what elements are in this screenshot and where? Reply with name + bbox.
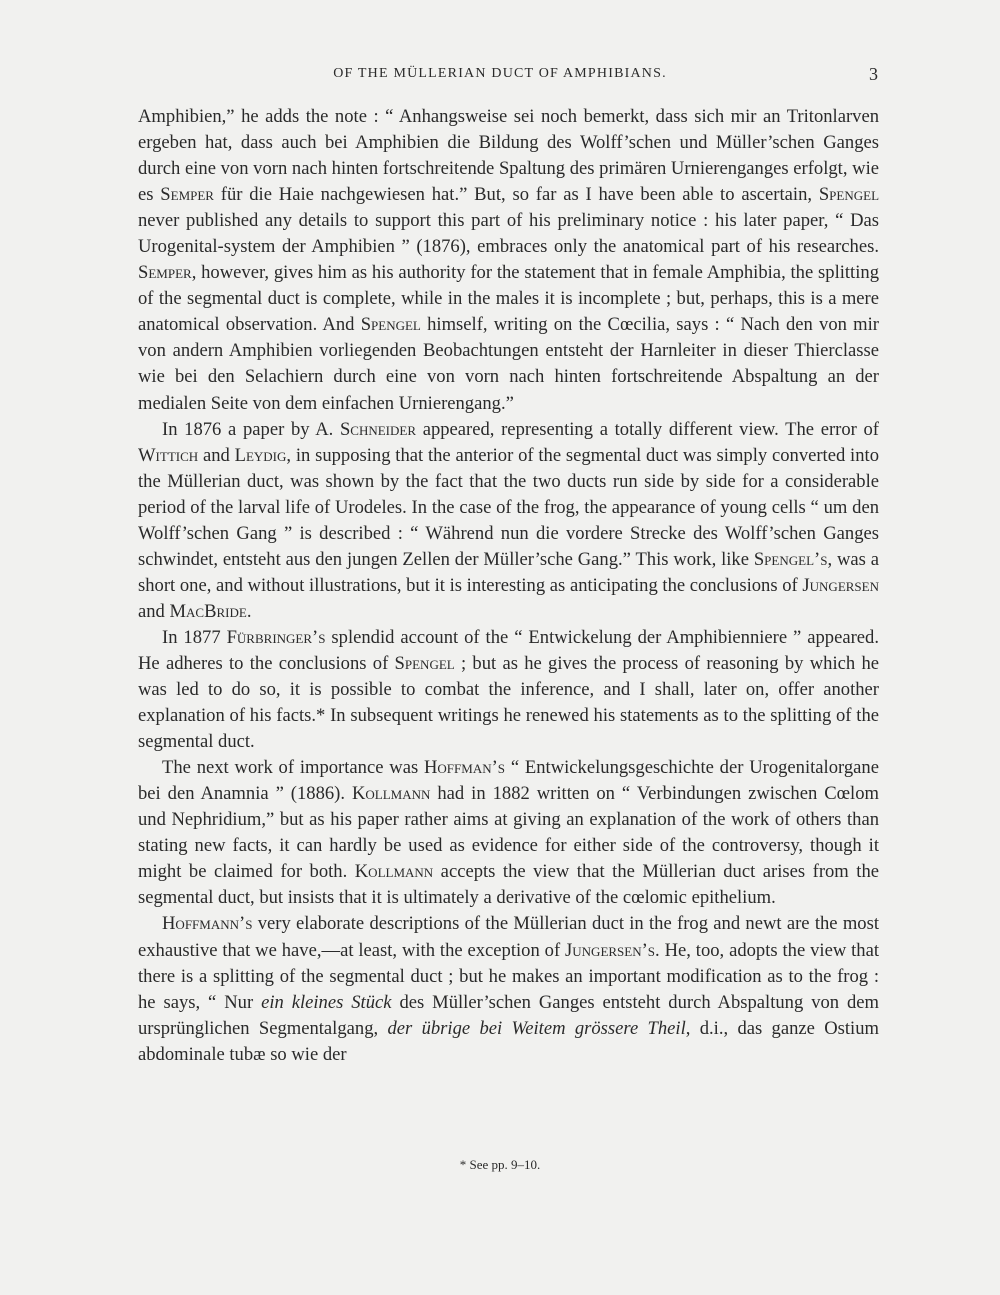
page-number: 3: [869, 64, 878, 84]
paragraph: [138, 104, 879, 417]
author-name: Leydig: [234, 444, 287, 466]
author-name: Wittich: [138, 444, 199, 466]
running-title: OF THE MÜLLERIAN DUCT OF AMPHIBIANS.: [333, 66, 667, 81]
text-run: In 1876 a paper by A.: [162, 418, 340, 440]
text-run: .: [246, 600, 252, 622]
author-name: Spengel: [360, 314, 421, 336]
text-run: appeared, representing a totally different view. The error of: [416, 418, 879, 440]
text-run: . He, too, adopts the view that there is a splitting of the segmental duct ; but he makes an important modification as to the frog : he says, “ Nur: [138, 939, 880, 1013]
text-run: The next work of importance was: [162, 757, 424, 779]
author-name: Fürbringer’s: [226, 626, 326, 648]
text-run: des Müller’schen Ganges entsteht durch Abspaltung von dem ursprünglichen Segmentalgang,: [138, 991, 880, 1039]
text-run: , in supposing that the anterior of the segmental duct was simply converted into the Müllerian duct, was shown by the fact that the two ducts run side by side for a considerable period of the larval life of Urodeles. In the case of the frog, the appearance of young cells “ um den Wolff’schen Gang ” is described : “ Während nun die vordere Strecke des Wolff’schen Ganges schwindet, entsteht aus den jungen Zellen der Müller’sche Gang.” This work, like: [138, 444, 879, 570]
text-run: splendid account of the “ Entwickelung der Amphibienniere ” appeared. He adheres to the conclusions of: [138, 626, 879, 674]
text-run: “ Entwickelungsgeschichte der Urogenitalorgane bei den Anamnia ” (1886).: [138, 757, 879, 805]
author-name: Semper: [138, 262, 192, 284]
author-name: Spengel’s: [753, 548, 828, 570]
text-run: , was a short one, and without illustrations, but it is interesting as anticipating the conclusions of: [138, 548, 879, 596]
text-run: and: [138, 600, 170, 622]
text-run: , however, gives him as his authority for the statement that in female Amphibia, the splitting of the segmental duct is complete, while in the males it is incomplete ; but, perhaps, this is a mere anatomical observation. And: [138, 262, 879, 336]
emphasis: ein kleines Stück: [261, 991, 392, 1013]
paragraph: [138, 417, 879, 625]
text-run: Amphibien,” he adds the note : “ Anhangsweise sei noch bemerkt, dass sich mir an Tritonlarven ergeben hat, dass auch bei Amphibien die Bildung des Wolff’schen und Müller’schen Ganges durch eine von vorn nach hinten fortschreitende Spaltung des primären Urnierenganges erfolgt, wie es: [138, 106, 879, 206]
author-name: Kollmann: [351, 783, 431, 805]
text-run: accepts the view that the Müllerian duct arises from the segmental duct, but insists that it is ultimately a derivative of the cœlomic epithelium.: [138, 861, 879, 909]
author-name: Kollmann: [354, 861, 434, 883]
author-name: Jungersen’s: [565, 939, 656, 961]
author-name: Hoffman’s: [423, 757, 506, 779]
author-name: Semper: [160, 184, 214, 206]
text-run: had in 1882 written on “ Verbindungen zwischen Cœlom und Nephridium,” but as his paper rather aims at giving an explanation of the work of others than stating new facts, it can hardly be used as evidence for either side of the controversy, though it might be claimed for both.: [138, 783, 879, 883]
paragraph: [138, 625, 879, 755]
author-name: Spengel: [394, 652, 455, 674]
text-run: für die Haie nachgewiesen hat.” But, so far as I have been able to ascertain,: [213, 184, 819, 206]
author-name: Schneider: [339, 418, 417, 440]
emphasis: der übrige bei Weitem grössere Theil: [387, 1017, 686, 1039]
footnote: * See pp. 9–10.: [459, 1157, 541, 1172]
author-name: MacBride: [169, 600, 247, 622]
author-name: Spengel: [818, 184, 880, 206]
paragraph: [138, 755, 879, 911]
text-run: and: [198, 444, 235, 466]
text-run: , d.i., das ganze Ostium abdominale tubæ so wie der: [138, 1017, 879, 1065]
body-text: [138, 104, 879, 1068]
author-name: Hoffmann’s: [162, 913, 253, 935]
paragraph: [138, 911, 879, 1067]
text-run: In 1877: [162, 626, 227, 648]
text-run: very elaborate descriptions of the Müllerian duct in the frog and newt are the most exhaustive that we have,—at least, with the exception of: [138, 913, 879, 961]
text-run: ; but as he gives the process of reasoning by which he was led to do so, it is possible to combat the inference, and I shall, later on, offer another explanation of his facts.* In subsequent writings he renewed his statements as to the splitting of the segmental duct.: [138, 652, 879, 753]
author-name: Jungersen: [802, 574, 879, 596]
text-run: never published any details to support this part of his preliminary notice : his later paper, “ Das Urogenital-system der Amphibien ” (1876), embraces only the anatomical part of his researches.: [138, 210, 879, 258]
text-run: himself, writing on the Cœcilia, says : “ Nach den von mir von andern Amphibien vorliegenden Beobachtungen entsteht der Harnleiter in dieser Thierclasse wie bei den Selachiern durch eine von vorn nach hinten fortschreitende Abspaltung an der medialen Seite von dem einfachen Urnierengang.”: [138, 314, 879, 414]
